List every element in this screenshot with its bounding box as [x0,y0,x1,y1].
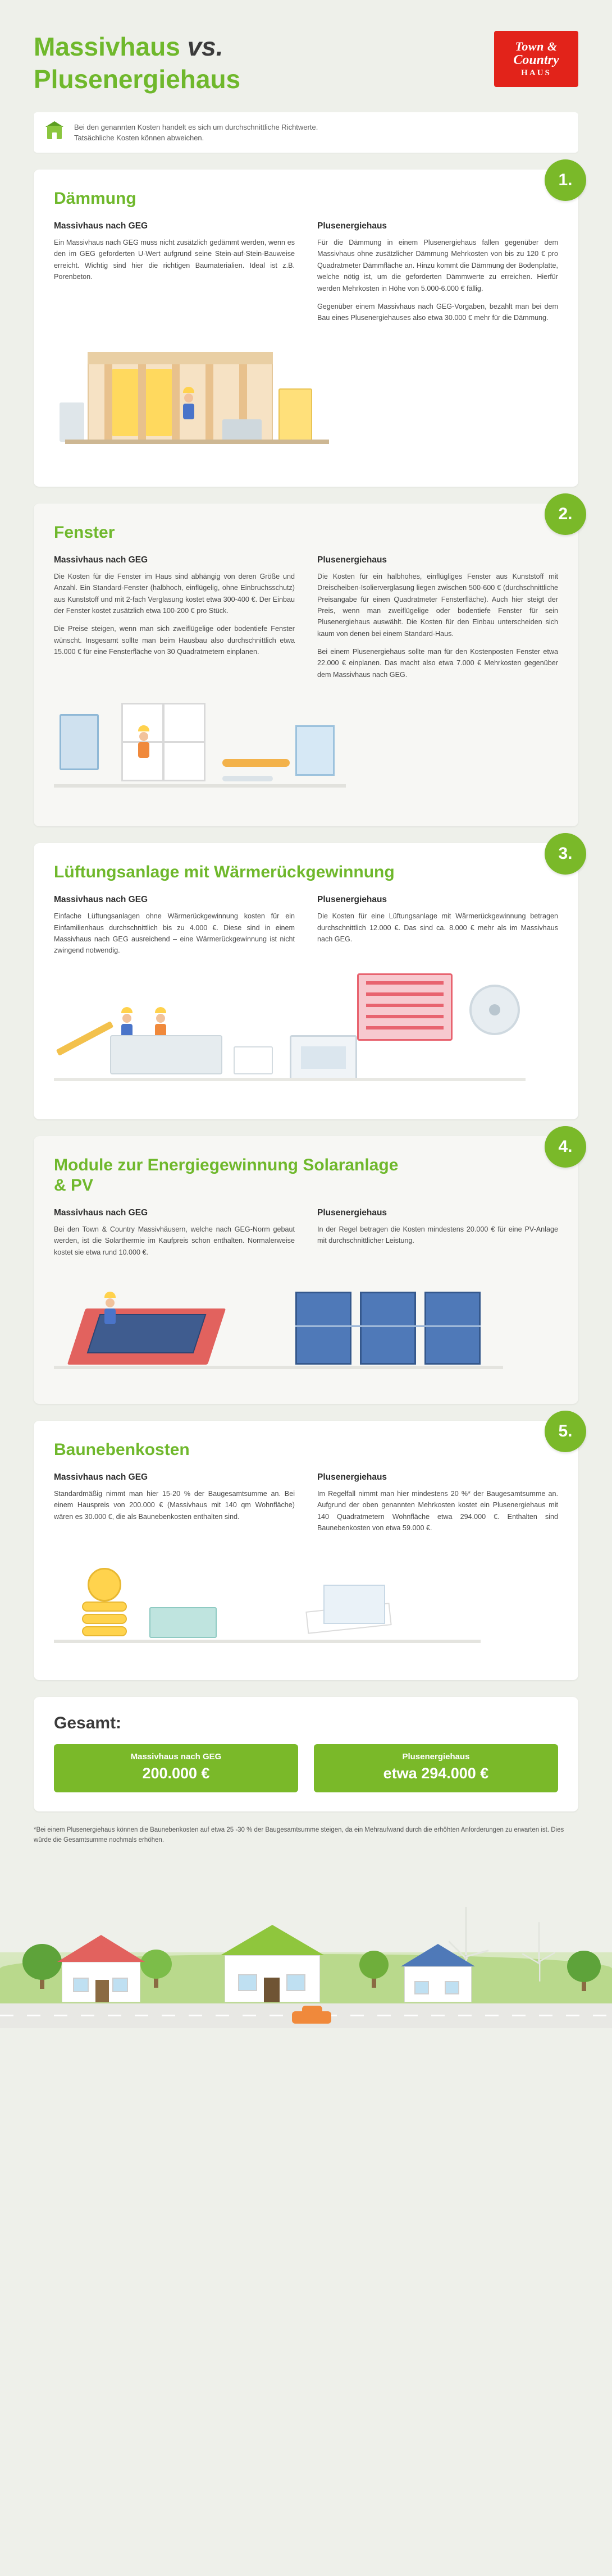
page-header [0,0,612,107]
illustration-costs [54,1545,558,1663]
column-paragraph: Gegenüber einem Massivhaus nach GEG-Vorgaben, bezahlt man bei dem Bau eines Plusenergiehauses also etwa 30.000 € mehr für die Dämmung. [317,302,558,322]
section-title: Module zur Energiegewinnung Solaranlage & PV [54,1155,399,1195]
disclaimer-note [34,112,578,153]
car-roof [302,2006,322,2014]
total-value: 200.000 € [142,1764,210,1782]
column-heading: Massivhaus nach GEG [54,1472,148,1482]
footer-illustration [0,1860,612,2028]
column-heading: Plusenergiehaus [317,1472,387,1482]
illustration-windows [54,692,558,809]
section-number-badge: 5. [545,1411,586,1452]
illustration-insulation [54,335,558,470]
note-line-2: Tatsächliche Kosten können abweichen. [74,134,204,142]
column-paragraph: In der Regel betragen die Kosten mindestens 20.000 € für eine PV-Anlage mit durchschnittlicher Leistung. [317,1225,558,1245]
column-heading: Plusenergiehaus [317,221,387,231]
tree-icon [567,1946,601,1991]
column-heading: Plusenergiehaus [317,555,387,565]
house-illustration [62,1935,140,2002]
total-heading: Gesamt: [54,1713,122,1732]
section-number-badge: 3. [545,833,586,875]
total-value: etwa 294.000 € [383,1764,489,1782]
column-massivhaus [54,1208,295,1265]
column-plusenergiehaus [317,1208,558,1265]
column-massivhaus [54,555,295,688]
column-heading: Plusenergiehaus [317,1207,387,1218]
column-paragraph: Standardmäßig nimmt man hier 15-20 % der Baugesamtsumme an. Bei einem Hauspreis von 200.000 € (Massivhaus mit 140 qm Wohnfläche) wären es 30.000 €, die als Baunebenkosten enthalten sind. [54,1489,295,1521]
section-fenster [34,504,578,827]
column-plusenergiehaus [317,895,558,963]
footnote: *Bei einem Plusenergiehaus können die Baunebenkosten auf etwa 25 -30 % der Baugesamtsumme steigen, da ein Mehraufwand durch die erhöhten Anforderungen zu erwarten ist. Dies würde die Gesamtsumme nochmals erhöhen. [34,1826,564,1843]
total-box-plusenergiehaus [314,1744,558,1792]
section-title: Baunebenkosten [54,1440,190,1459]
tree-icon [22,1938,62,1989]
section-number-badge: 4. [545,1126,586,1168]
brand-logo [494,31,578,87]
column-heading: Massivhaus nach GEG [54,1207,148,1218]
section-module-energiegewinnung [34,1136,578,1404]
column-heading: Massivhaus nach GEG [54,895,148,905]
illustration-solar [54,1269,558,1387]
column-paragraph: Bei einem Plusenergiehaus sollte man für den Kostenposten Fenster etwa 22.000 € einplanen. Das macht also etwa 7.000 € Mehrkosten gegenüber dem Massivhaus nach GEG. [317,648,558,679]
house-illustration [225,1924,320,2002]
illustration-ventilation [54,968,558,1102]
column-paragraph: Bei den Town & Country Massivhäusern, welche nach GEG-Norm gebaut werden, ist die Solarthermie im Kaufpreis schon enthalten. Normalerweise kostet sie etwa rund 10.000 €. [54,1225,295,1256]
title-line-1: Massivhaus [34,32,180,61]
column-massivhaus [54,1472,295,1541]
column-massivhaus [54,895,295,963]
section-title: Dämmung [54,189,136,208]
logo-line-2: Country [513,52,559,67]
column-paragraph: Einfache Lüftungsanlagen ohne Wärmerückgewinnung kosten für ein Einfamilienhaus durchschnittlich bis zu 4.000 €. Diese sind in einem Massivhaus nach GEG ausreichend – eine Wärmerückgewinnung ist nicht zwingend notwendig. [54,912,295,955]
section-daemmung [34,170,578,487]
tree-icon [140,1945,172,1988]
house-icon [45,121,64,144]
page-title [34,31,240,95]
section-baunebenkosten [34,1421,578,1680]
column-heading: Plusenergiehaus [317,895,387,905]
logo-line-3: HAUS [521,68,551,77]
total-label: Plusenergiehaus [402,1751,470,1761]
note-line-1: Bei den genannten Kosten handelt es sich um durchschnittliche Richtwerte. [74,122,318,131]
column-heading: Massivhaus nach GEG [54,555,148,565]
section-title: Lüftungsanlage mit Wärmerückgewinnung [54,863,395,882]
section-lueftungsanlage [34,843,578,1119]
section-title: Fenster [54,523,115,542]
worker-helmet [183,387,194,393]
column-plusenergiehaus [317,555,558,688]
column-paragraph: Die Preise steigen, wenn man sich zweiflügelige oder bodentiefe Fenster wünscht. Insgesamt sollte man beim Hausbau also durchschnittlich etwa 15.000 € für eine Fensterfläche von 30 Quadratmetern einplanen. [54,625,295,656]
column-paragraph: Ein Massivhaus nach GEG muss nicht zusätzlich gedämmt werden, wenn es den im GEG geforderten U-Wert aufgrund seine Stein-auf-Stein-Bauweise erreicht. Wichtig sind hier die richtigen Baumaterialien. Ideal ist z.B. Porenbeton. [54,239,295,281]
column-plusenergiehaus [317,221,558,331]
total-box-massivhaus [54,1744,298,1792]
total-summary [34,1697,578,1811]
column-paragraph: Die Kosten für ein halbhohes, einflügliges Fenster aus Kunststoff mit Dreischeiben-Isolierverglasung liegen zwischen 500-600 € (durchschnittliche Preisangabe für einen Quadratmeter Fensterfläche). Auch hier steigt der Preis, wenn man zweiflügelige oder bodentiefe Fenster für sein Plusenergiehaus auswählt. Die Kosten für den Einbau unterscheiden sich kaum von denen bei einem Standard-Haus. [317,572,558,638]
column-massivhaus [54,221,295,331]
total-label: Massivhaus nach GEG [130,1751,222,1761]
column-plusenergiehaus [317,1472,558,1541]
section-number-badge: 1. [545,159,586,201]
column-paragraph: Im Regelfall nimmt man hier mindestens 20 %* der Baugesamtsumme an. Aufgrund der oben genannten Mehrkosten kostet ein Plusenergiehaus mit 140 Quadratmetern Wohnfläche etwa 294.000 €. Enthalten sind Baunebenkosten von etwa 59.000 €. [317,1489,558,1532]
tree-icon [359,1947,389,1988]
section-number-badge: 2. [545,493,586,535]
title-line-2: Plusenergiehaus [34,64,241,94]
column-heading: Massivhaus nach GEG [54,221,148,231]
column-paragraph: Die Kosten für eine Lüftungsanlage mit Wärmerückgewinnung betragen durchschnittlich 12.000 €. Das sind ca. 8.000 € mehr als im Massivhaus nach GEG. [317,912,558,944]
column-paragraph: Die Kosten für die Fenster im Haus sind abhängig von deren Größe und Anzahl. Ein Standard-Fenster (halbhoch, einflügelig, ohne Einbruchsschutz) aus Kunststoff und mit 2-fach Verglasung kostet etwa 300-400 €. Der Einbau der Fenster kostet zusätzlich etwa 100-200 € pro Stück. [54,572,295,615]
logo-line-1: Town & [515,39,558,54]
title-vs: vs. [187,32,223,61]
column-paragraph: Für die Dämmung in einem Plusenergiehaus fallen gegenüber dem Massivhaus ohne zusätzlicher Dämmung Mehrkosten von bis zu 120 € pro Quadratmeter Dämmfläche an. Hinzu kommt die Dämmung der Bodenplatte, welche nötig ist, um die geforderten Dämmwerte zu erreichen. Hierfür werden Mehrkosten in Höhe von 5.000-6.000 € fällig. [317,239,558,292]
house-illustration [404,1941,472,2002]
